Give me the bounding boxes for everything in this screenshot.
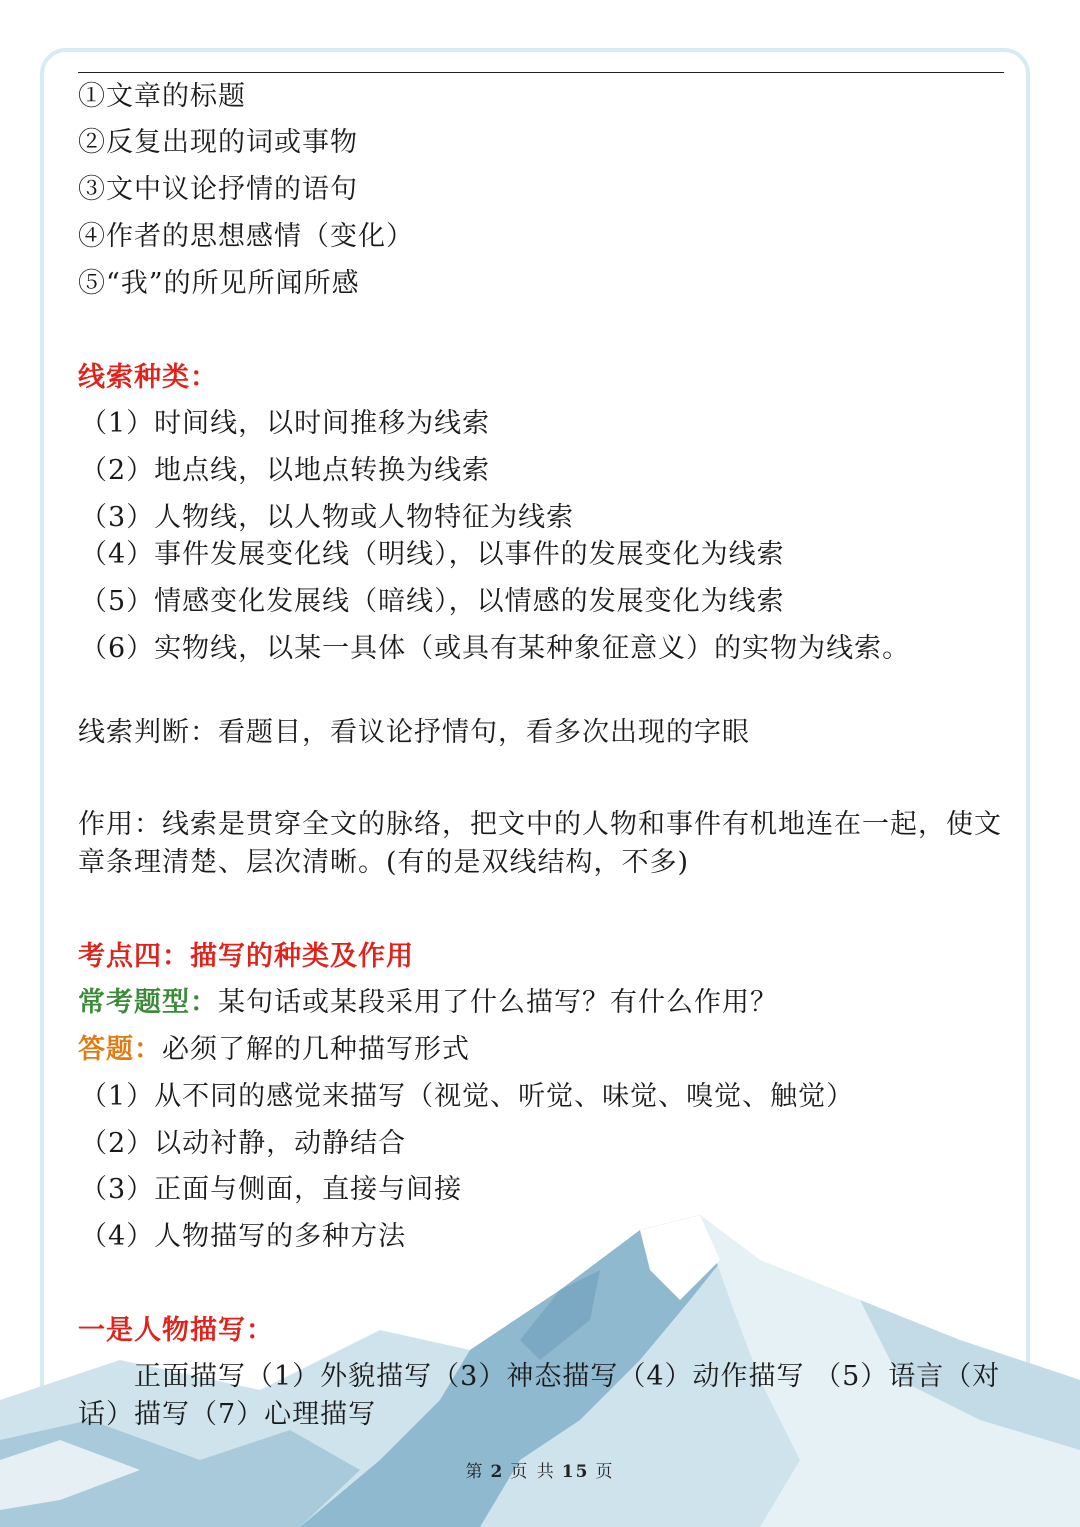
clue-function-paragraph: 作用：线索是贯穿全文的脉络，把文中的人物和事件有机地连在一起，使文章条理清楚、层次清晰。(有的是双线结构，不多) [78,809,1002,878]
list-item: ②反复出现的词或事物 [78,127,358,158]
footer-prefix: 第 [465,1462,485,1482]
character-heading: 一是人物描写： [78,1315,274,1346]
clue-type-item: （2）地点线，以地点转换为线索 [80,455,491,486]
description-item: （1）从不同的感觉来描写（视觉、听觉、味觉、嗅觉、触觉） [80,1081,855,1112]
clue-judgement: 线索判断：看题目，看议论抒情句，看多次出现的字眼 [78,717,750,748]
question-type-text: 某句话或某段采用了什么描写？有什么作用？ [218,987,778,1018]
clue-type-item: （6）实物线，以某一具体（或具有某种象征意义）的实物为线索。 [80,633,911,664]
question-type-line [78,986,778,1020]
clue-type-item: （1）时间线，以时间推移为线索 [80,408,491,439]
character-paragraph: 正面描写（1）外貌描写（3）神态描写（4）动作描写 （5）语言（对话）描写（7）心理描写 [78,1361,1001,1430]
page-footer [0,1457,1080,1482]
description-item: （2）以动衬静，动静结合 [80,1128,407,1159]
point4-heading: 考点四：描写的种类及作用 [78,941,414,972]
footer-middle: 页 共 [510,1462,556,1482]
answer-label: 答题： [78,1034,162,1065]
current-page-number: 2 [490,1462,505,1482]
answer-text: 必须了解的几种描写形式 [162,1034,470,1065]
answer-line [78,1033,470,1067]
clue-type-item: （4）事件发展变化线（明线），以事件的发展变化为线索 [80,539,785,570]
list-item: ④作者的思想感情（变化） [78,221,414,252]
description-item: （3）正面与侧面，直接与间接 [80,1174,463,1205]
list-item: ③文中议论抒情的语句 [78,174,358,205]
description-item: （4）人物描写的多种方法 [80,1221,407,1252]
list-item: ⑤“我”的所见所闻所感 [78,268,360,299]
clue-types-heading: 线索种类： [78,362,218,393]
top-rule [78,72,1004,73]
total-page-number: 15 [561,1462,590,1482]
list-item: ①文章的标题 [78,81,246,112]
clue-type-item: （5）情感变化发展线（暗线），以情感的发展变化为线索 [80,586,785,617]
footer-suffix: 页 [595,1462,615,1482]
clue-type-item: （3）人物线，以人物或人物特征为线索 [80,502,575,533]
question-type-label: 常考题型： [78,987,218,1018]
